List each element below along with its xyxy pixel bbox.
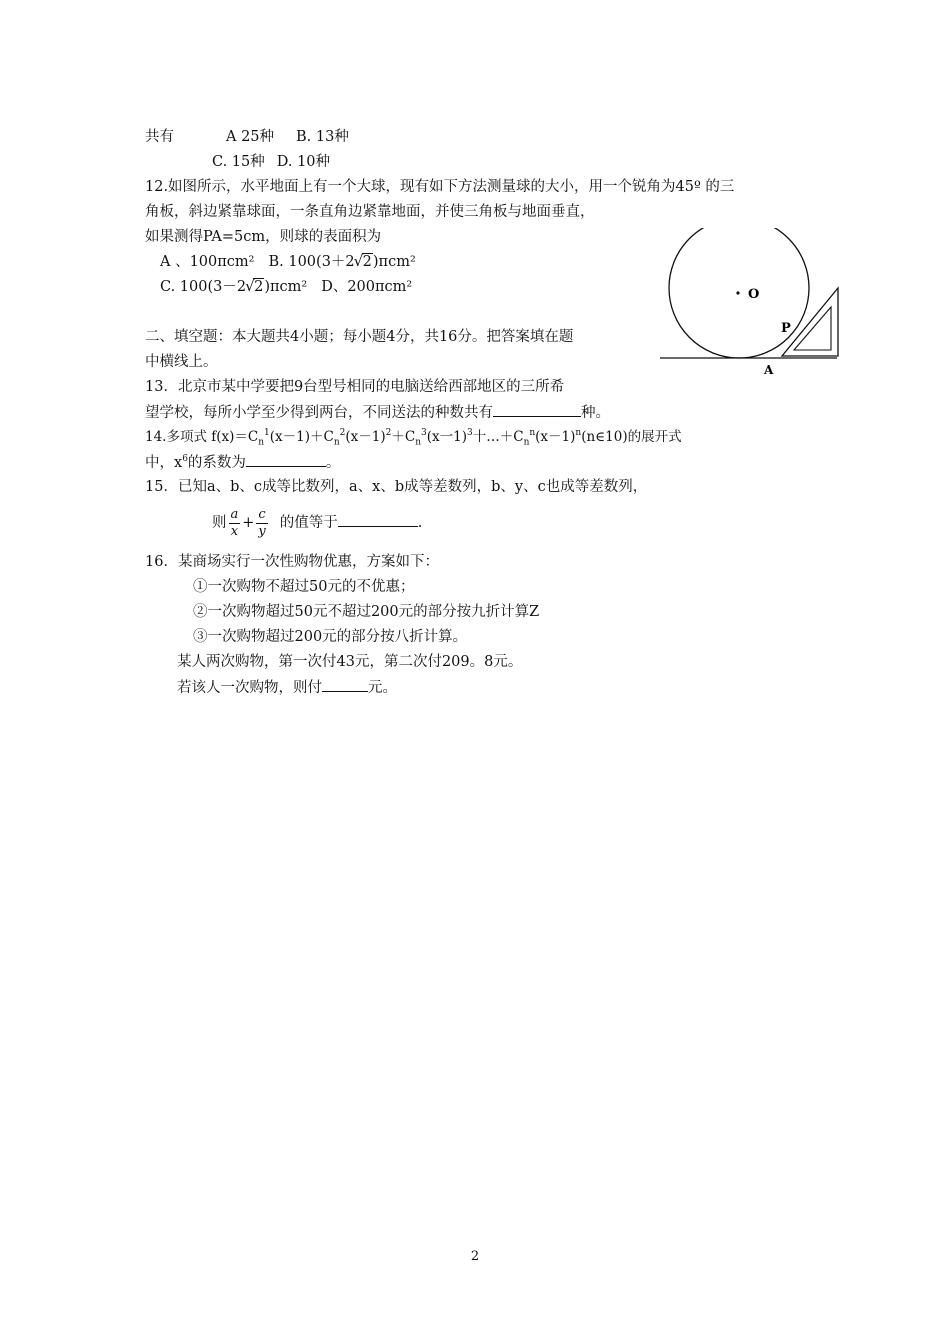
q11-lead: 共有 (145, 129, 174, 145)
q14-line1: 14.多项式 $f(x)=C_n^1(x-1)+C_n^2(x-1)^2+C_n^3(x$一1)$^3$十$\dots+C_n^n(x-1)^n(n\in 10)$的展开式 (145, 428, 682, 448)
label-a: A (764, 363, 774, 377)
q16-line6: 若该人一次购物，则付 元。 (177, 677, 397, 698)
sqrt-symbol: √ 2 (246, 277, 264, 297)
q13-line1: 13．北京市某中学要把9台型号相同的电脑送给西部地区的三所希 (145, 379, 565, 395)
q11-line1 (145, 127, 349, 147)
q11-option-c: C. 15种 (212, 154, 265, 170)
fraction-a-over-x: $\frac{a}{x}$ (230, 506, 239, 539)
q12-option-b: B. 100(3＋2√ 2)πcm² (268, 254, 415, 270)
fraction-c-over-y: $\frac{c}{y}$ (258, 506, 266, 539)
section2-line1: 二、填空题：本大题共4小题；每小题4分，共16分。把答案填在题 (145, 329, 574, 345)
q15-answer-blank (338, 512, 418, 527)
q11-option-a: A 25种 (226, 129, 275, 145)
label-o: O (748, 287, 760, 302)
q12-options-ab (160, 252, 416, 272)
q16-line1: 16．某商场实行一次性购物优惠，方案如下： (145, 554, 439, 570)
sqrt-symbol: √ 2 (355, 252, 373, 272)
q16-line5: 某人两次购物，第一次付43元，第二次付209。8元。 (177, 654, 523, 670)
q13-line2: 望学校，每所小学至少得到两台，不同送法的种数共有 种。 (145, 402, 610, 423)
q16-item2: ②一次购物超过50元不超过200元的部分按九折计算Z (193, 604, 540, 620)
q11-option-b: B. 13种 (296, 129, 349, 145)
q12-option-d: D、200πcm² (321, 279, 413, 295)
q13-answer-blank (493, 402, 581, 417)
page-number: 2 (470, 1249, 480, 1264)
label-p: P (781, 321, 791, 336)
set-square-inner (794, 307, 831, 350)
center-dot (736, 291, 739, 294)
q12-line1: 12.如图所示，水平地面上有一个大球，现有如下方法测量球的大小，用一个锐角为45º 的三 (145, 179, 735, 195)
q16-answer-blank (322, 677, 368, 692)
q11-line2 (212, 152, 330, 172)
q15-line1: 15．已知a、b、c成等比数列，a、x、b成等差数列，b、y、c也成等差数列， (145, 479, 648, 495)
ball-triangle-figure (655, 228, 845, 378)
q14-line2: 中，$x^6$的系数为 。 (145, 454, 341, 471)
q12-line2: 角板，斜边紧靠球面，一条直角边紧靠地面，并使三角板与地面垂直， (145, 204, 595, 220)
q12-line3: 如果测得PA=5cm，则球的表面积为 (145, 229, 382, 245)
q16-item3: ③一次购物超过200元的部分按八折计算。 (193, 629, 468, 645)
q15-line2: 则 $\frac{a}{x}$ + $\frac{c}{y}$ 的值等于 . (212, 506, 423, 539)
q12-option-a: A 、100πcm² (160, 254, 255, 270)
q14-answer-blank (246, 452, 326, 467)
q16-item1: ①一次购物不超过50元的不优惠； (193, 579, 415, 595)
section2-line2: 中横线上。 (145, 354, 218, 370)
q12-options-cd (160, 277, 412, 297)
q12-option-c: C. 100(3－2√ 2)πcm² (160, 279, 307, 295)
q11-option-d: D. 10种 (276, 154, 331, 170)
